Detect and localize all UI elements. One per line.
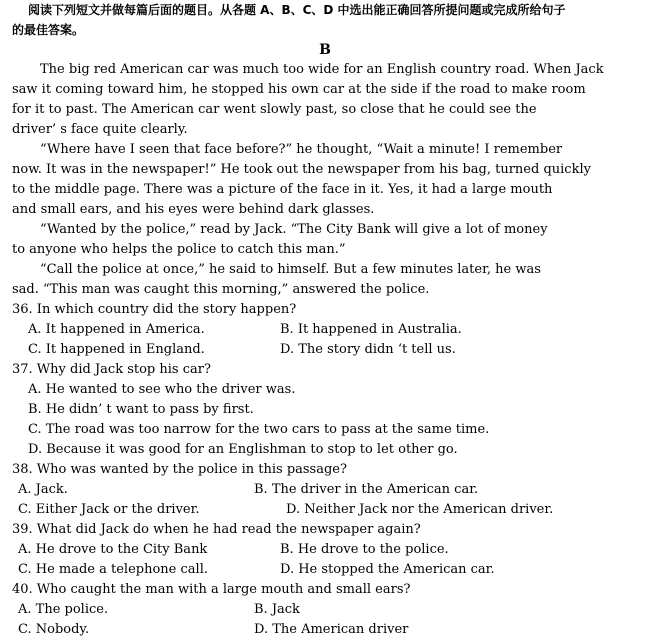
question-39-stem: 39. What did Jack do when he had read the newspaper again? — [12, 522, 421, 537]
question-40-option-a[interactable]: A. The police. — [18, 602, 109, 617]
question-38-options-row-2 — [12, 500, 640, 520]
passage-line: saw it coming toward him, he stopped his own car at the side if the road to make room — [12, 82, 586, 97]
question-36-options-row-2 — [12, 340, 640, 360]
question-38-option-a[interactable]: A. Jack. — [18, 482, 68, 497]
question-39-option-a[interactable]: A. He drove to the City Bank — [18, 542, 208, 557]
question-39-option-d[interactable]: D. He stopped the American car. — [280, 562, 495, 577]
question-40-option-d[interactable]: D. The American driver — [254, 622, 409, 637]
question-37-option-d[interactable]: D. Because it was good for an Englishman to stop to let other go. — [28, 442, 458, 457]
passage-line: “Call the police at once,” he said to himself. But a few minutes later, he was — [40, 262, 541, 277]
question-39-option-b[interactable]: B. He drove to the police. — [280, 542, 449, 557]
question-37-option-row — [12, 440, 640, 460]
question-36-option-a[interactable]: A. It happened in America. — [28, 322, 205, 337]
question-36-options-row-1 — [12, 320, 640, 340]
question-38-option-c[interactable]: C. Either Jack or the driver. — [18, 502, 200, 517]
question-37-option-row — [12, 420, 640, 440]
passage-line: now. It was in the newspaper!” He took out the newspaper from his bag, turned quickly — [12, 162, 591, 177]
passage-line: sad. “This man was caught this morning,” answered the police. — [12, 282, 430, 297]
question-40-stem: 40. Who caught the man with a large mouth and small ears? — [12, 582, 411, 597]
question-37-option-c[interactable]: C. The road was too narrow for the two cars to pass at the same time. — [28, 422, 490, 437]
question-36-stem: 36. In which country did the story happen? — [12, 302, 297, 317]
question-40-options-row-1 — [12, 600, 640, 620]
question-37-option-row — [12, 380, 640, 400]
question-39-options-row-1 — [12, 540, 640, 560]
instructions-line-2: 的最佳答案。 — [12, 23, 85, 37]
question-40-option-b[interactable]: B. Jack — [254, 602, 300, 617]
passage-line: driver’ s face quite clearly. — [12, 122, 188, 137]
question-38-stem: 38. Who was wanted by the police in this passage? — [12, 462, 347, 477]
question-40-options-row-2 — [12, 620, 640, 640]
question-36-option-d[interactable]: D. The story didn ‘t tell us. — [280, 342, 456, 357]
instructions-line-1: 阅读下列短文并做每篇后面的题目。从各题 A、B、C、D 中选出能正确回答所提问题或完成所给句子 — [28, 3, 566, 17]
question-37-stem: 37. Why did Jack stop his car? — [12, 362, 211, 377]
question-39-option-c[interactable]: C. He made a telephone call. — [18, 562, 208, 577]
question-37-option-row — [12, 400, 640, 420]
question-36-option-c[interactable]: C. It happened in England. — [28, 342, 205, 357]
question-37-option-a[interactable]: A. He wanted to see who the driver was. — [28, 382, 296, 397]
passage — [12, 60, 640, 300]
instructions — [12, 0, 642, 40]
passage-line: “Where have I seen that face before?” he thought, “Wait a minute! I remember — [40, 142, 563, 157]
passage-line: The big red American car was much too wide for an English country road. When Jack — [40, 62, 604, 77]
question-38-options-row-1 — [12, 480, 640, 500]
passage-line: and small ears, and his eyes were behind dark glasses. — [12, 202, 375, 217]
passage-line: for it to past. The American car went slowly past, so close that he could see the — [12, 102, 537, 117]
question-37-option-b[interactable]: B. He didn’ t want to pass by first. — [28, 402, 254, 417]
question-40-option-c[interactable]: C. Nobody. — [18, 622, 90, 637]
passage-line: to the middle page. There was a picture of the face in it. Yes, it had a large mouth — [12, 182, 553, 197]
section-title: B — [319, 42, 331, 58]
questions — [12, 300, 640, 640]
question-39-options-row-2 — [12, 560, 640, 580]
question-38-option-b[interactable]: B. The driver in the American car. — [254, 482, 479, 497]
passage-line: to anyone who helps the police to catch this man.” — [12, 242, 346, 257]
question-38-option-d[interactable]: D. Neither Jack nor the American driver. — [286, 502, 554, 517]
question-36-option-b[interactable]: B. It happened in Australia. — [280, 322, 462, 337]
passage-line: “Wanted by the police,” read by Jack. “The City Bank will give a lot of money — [40, 222, 548, 237]
